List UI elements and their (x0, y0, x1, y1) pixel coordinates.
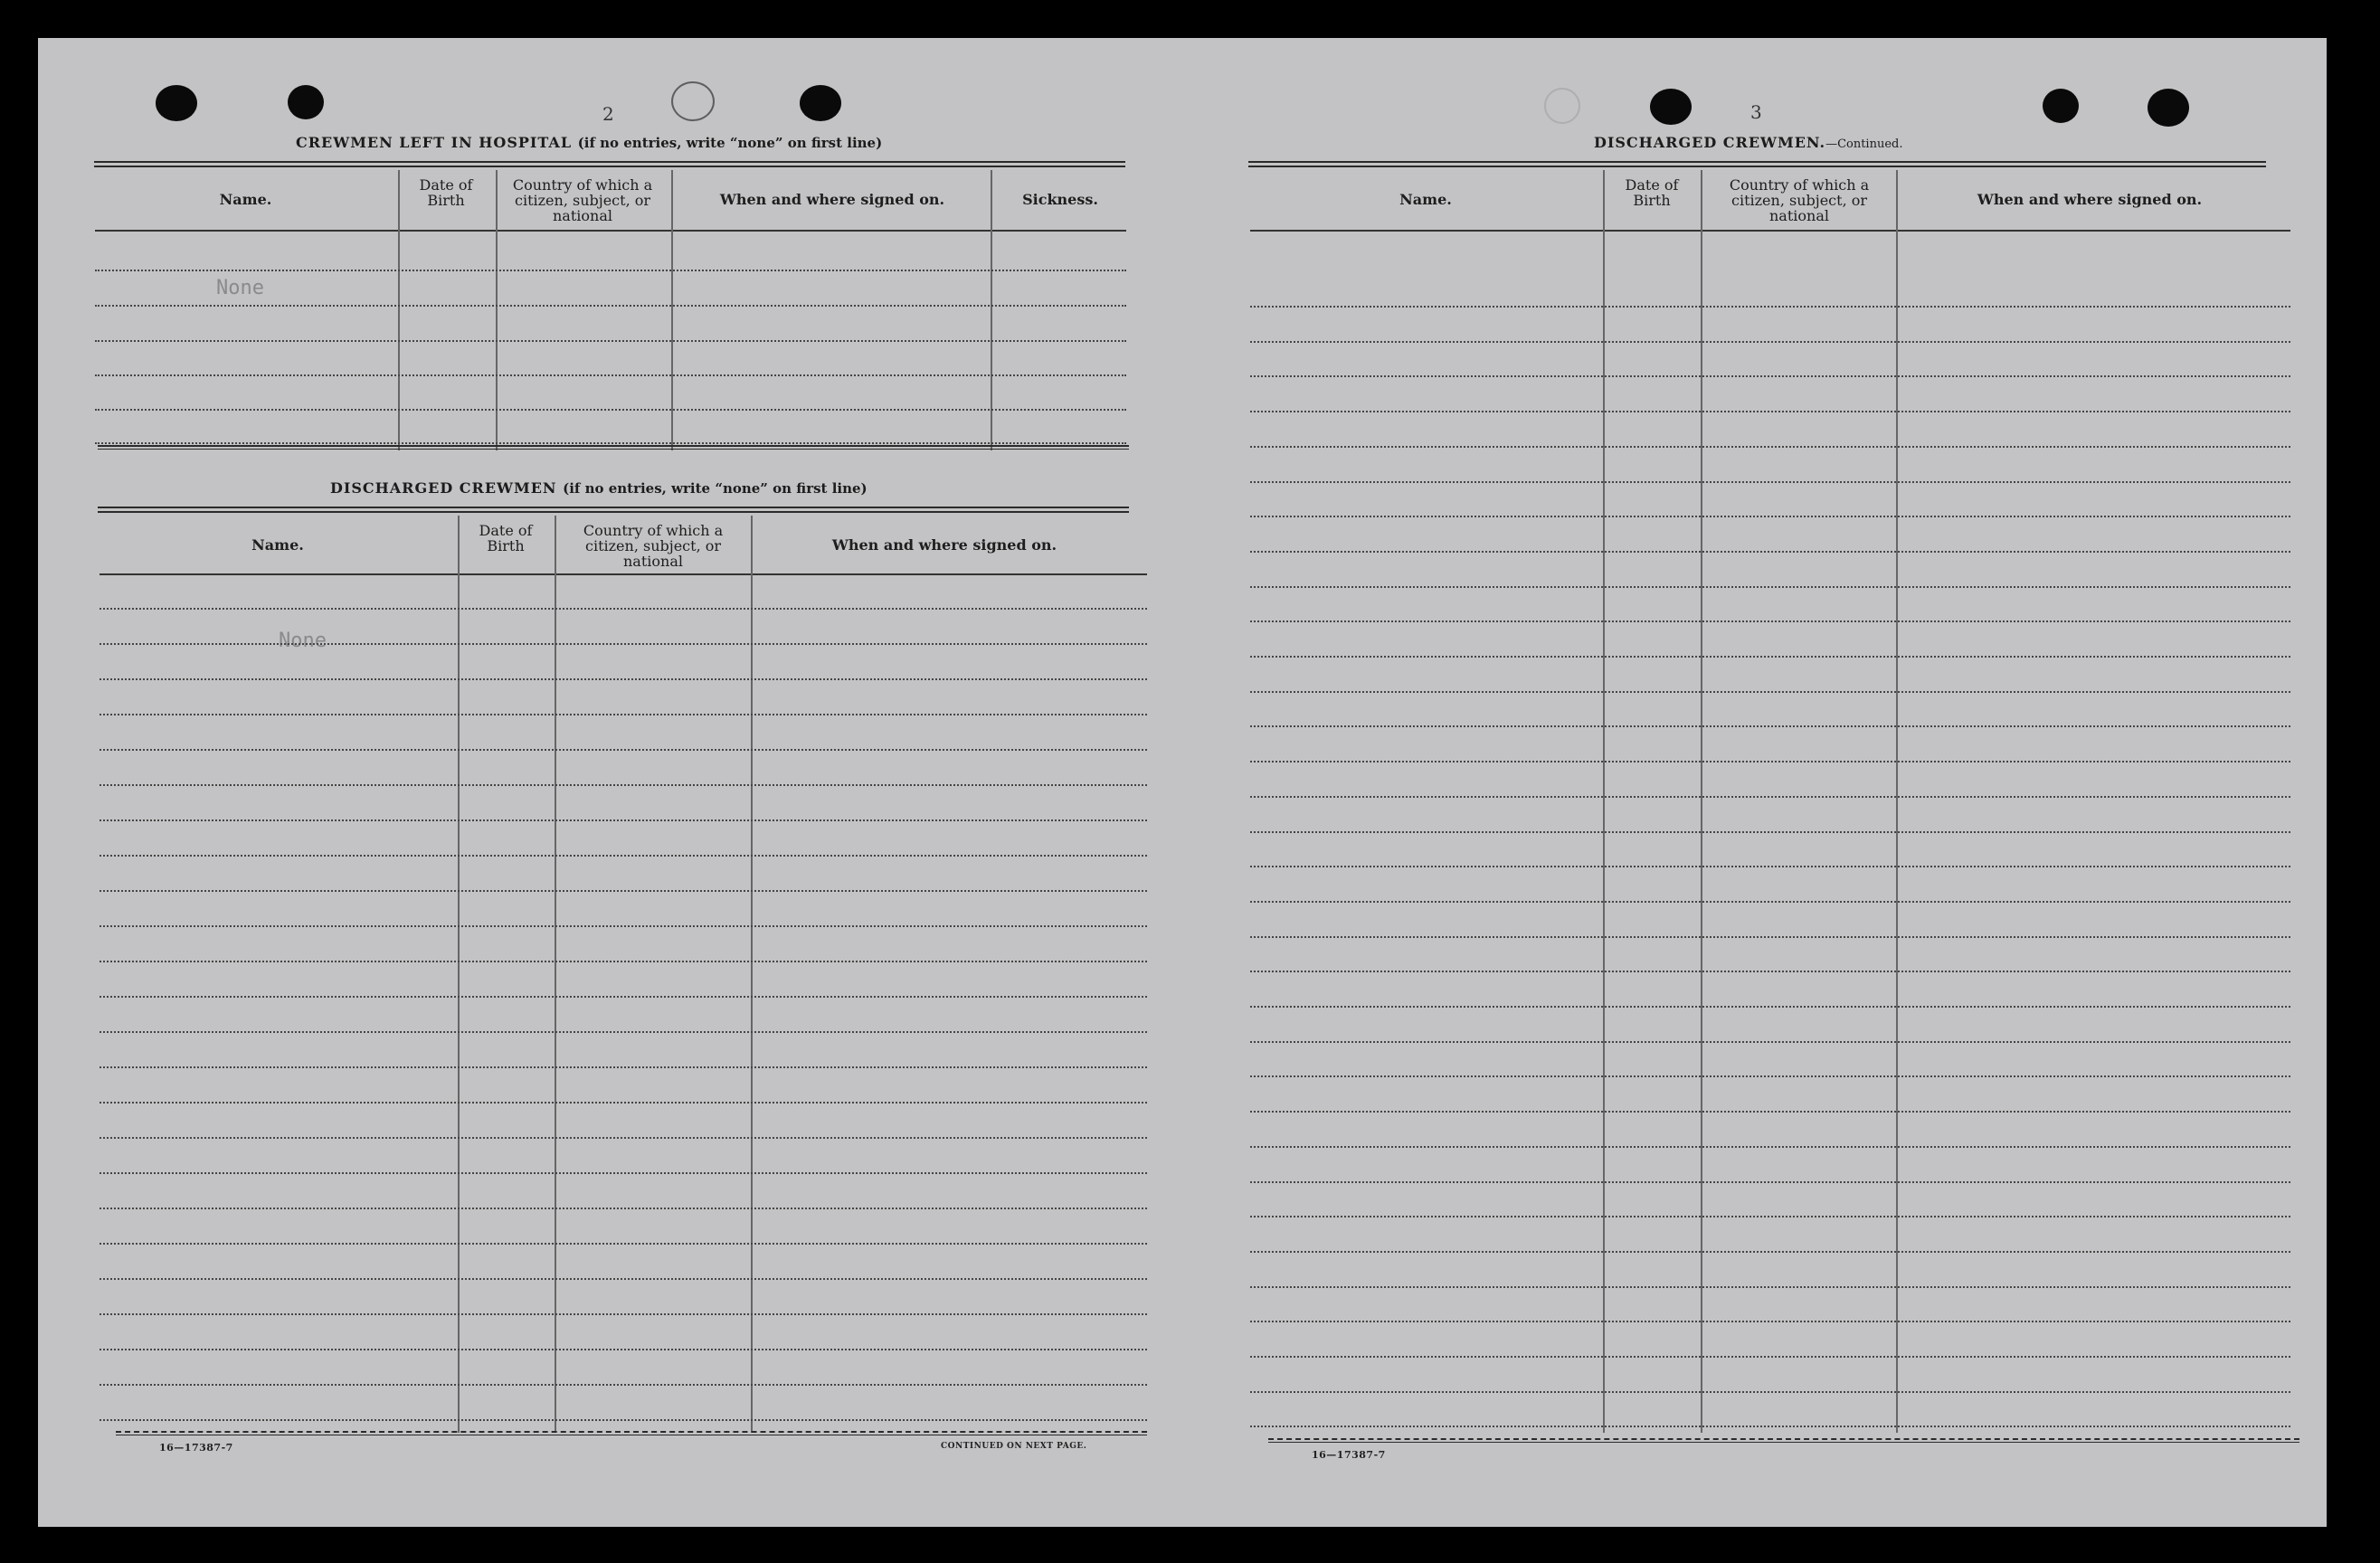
table-row (100, 784, 1147, 786)
discharged-bottom-rule (116, 1431, 1147, 1435)
table-row (100, 1031, 1147, 1033)
torn-hole-mark (671, 81, 715, 121)
table-row (1250, 620, 2290, 622)
table-row (100, 1208, 1147, 1209)
table-row (100, 1349, 1147, 1350)
discharged-title-main: DISCHARGED CREWMEN (330, 479, 557, 497)
punch-hole (800, 85, 841, 121)
form-sheet (38, 38, 2327, 1527)
table-row (100, 643, 1147, 645)
table-row (1250, 306, 2290, 308)
table-row (1250, 1356, 2290, 1358)
column-divider (1701, 170, 1702, 1433)
table-row (1250, 446, 2290, 448)
punch-hole (1650, 89, 1692, 125)
page-number: 3 (1750, 101, 1762, 123)
continued-title-main: DISCHARGED CREWMEN. (1594, 134, 1826, 151)
col-header-country: Country of which a citizen, subject, or national (583, 522, 724, 570)
table-row (1250, 341, 2290, 343)
discharged-title-note: (if no entries, write “none” on first line) (563, 480, 868, 497)
table-row (100, 890, 1147, 892)
discharged-table-left (100, 516, 1147, 1433)
column-divider (751, 516, 753, 1433)
discharged-table-right (1250, 170, 2290, 1433)
col-header-signed-on: When and where signed on. (1977, 191, 2203, 208)
table-row (1250, 691, 2290, 693)
punch-hole (156, 85, 197, 121)
table-row (1250, 901, 2290, 903)
table-row (1250, 761, 2290, 763)
col-header-name: Name. (1399, 191, 1452, 208)
table-row (95, 340, 1126, 342)
table-row (1250, 1391, 2290, 1393)
table-row (1250, 1075, 2290, 1077)
table-row (100, 1137, 1147, 1139)
table-row (1250, 866, 2290, 867)
discharged-title-rule (98, 507, 1129, 513)
hospital-title-rule (94, 161, 1125, 167)
continued-note: CONTINUED ON NEXT PAGE. (941, 1442, 1087, 1451)
table-row (100, 1102, 1147, 1104)
table-row (100, 714, 1147, 715)
col-header-dob: Date of Birth (479, 522, 533, 554)
hospital-title-main: CREWMEN LEFT IN HOSPITAL (296, 134, 573, 151)
table-row (100, 819, 1147, 821)
column-divider (555, 516, 556, 1433)
punch-hole (288, 85, 324, 119)
table-row (100, 855, 1147, 857)
page-number: 2 (602, 103, 614, 125)
form-number: 16—17387-7 (159, 1442, 233, 1454)
table-row (100, 1313, 1147, 1315)
column-divider (1896, 170, 1898, 1433)
table-row (1250, 1321, 2290, 1322)
continued-title-rule (1248, 161, 2266, 167)
col-header-name: Name. (251, 536, 304, 554)
table-row (1250, 656, 2290, 658)
hospital-table (95, 170, 1126, 450)
table-row (1250, 1111, 2290, 1113)
table-row (1250, 586, 2290, 588)
table-row (1250, 1041, 2290, 1043)
faint-hole-mark (1544, 88, 1580, 124)
col-header-country: Country of which a citizen, subject, or national (1729, 176, 1870, 224)
table-row (100, 1278, 1147, 1280)
col-header-dob: Date of Birth (419, 176, 473, 209)
table-row (100, 925, 1147, 927)
hospital-title-note: (if no entries, write “none” on first line) (577, 135, 883, 151)
table-row (100, 608, 1147, 610)
table-row (95, 305, 1126, 307)
table-row (95, 374, 1126, 376)
table-row (95, 270, 1126, 271)
table-row (1250, 1181, 2290, 1183)
table-row (1250, 1251, 2290, 1253)
column-divider (1603, 170, 1605, 1433)
table-row (100, 996, 1147, 998)
table-row (1250, 831, 2290, 833)
col-header-sickness: Sickness. (1022, 191, 1098, 208)
table-row (1250, 375, 2290, 377)
continued-title-note: —Continued. (1825, 137, 1903, 151)
table-row (1250, 1286, 2290, 1288)
table-row (1250, 481, 2290, 483)
table-row (1250, 971, 2290, 972)
table-row (100, 678, 1147, 680)
table-row (100, 1066, 1147, 1068)
table-row (1250, 1426, 2290, 1427)
table-row (1250, 725, 2290, 727)
continued-section-title (1594, 134, 1902, 151)
table-row (1250, 936, 2290, 938)
table-row (100, 961, 1147, 962)
col-header-dob: Date of Birth (1625, 176, 1679, 209)
table-row (95, 442, 1126, 444)
col-header-name: Name. (219, 191, 272, 208)
punch-hole (2043, 89, 2079, 123)
table-row (100, 1419, 1147, 1421)
table-row (1250, 1006, 2290, 1008)
table-row (1250, 1216, 2290, 1217)
table-row (1250, 516, 2290, 517)
punch-hole (2148, 89, 2189, 127)
table-row (100, 749, 1147, 751)
table-row (100, 1172, 1147, 1174)
form-number: 16—17387-7 (1312, 1449, 1386, 1461)
column-divider (458, 516, 460, 1433)
col-header-signed-on: When and where signed on. (831, 536, 1057, 554)
table-row (100, 1384, 1147, 1386)
table-row (95, 409, 1126, 411)
table-row (1250, 1146, 2290, 1148)
hospital-bottom-rule (98, 445, 1129, 450)
discharged-entry-none: None (279, 630, 327, 652)
table-row (100, 1243, 1147, 1245)
discharged-section-title (330, 479, 868, 497)
hospital-entry-none: None (216, 277, 264, 299)
col-header-country: Country of which a citizen, subject, or national (512, 176, 653, 224)
table-row (1250, 411, 2290, 412)
table-row (1250, 796, 2290, 798)
table-row (1250, 551, 2290, 553)
hospital-section-title (296, 134, 882, 151)
continued-bottom-rule (1268, 1438, 2299, 1443)
col-header-signed-on: When and where signed on. (719, 191, 945, 208)
